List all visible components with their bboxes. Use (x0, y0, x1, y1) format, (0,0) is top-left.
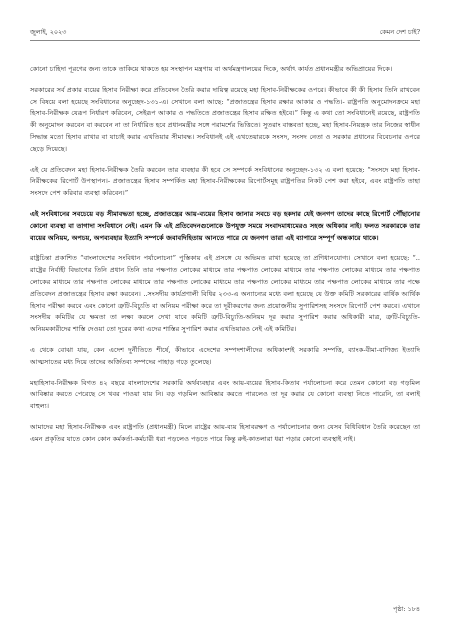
paragraph: আমাদের মহা হিসাব-নিরীক্ষক এবং রাষ্ট্রপতি (প্রধানমন্ত্রী) মিলে রাষ্ট্রের আয়-ব্যয় হিসাবরক্ষণ ও পর্যালোচনার জন্য যেসব বিধিবিধান তৈরি করেছেন তা এমন প্রকৃতির যাতে কোন কোন কর্মকর্তা-কর্মচারী ধরা পড়লেও পড়তে পারে কিন্তু রুই-কাতলারা ধরা পড়ার কোনো ব্যবস্থাই নাই। (30, 422, 420, 443)
header-date: জুলাই, ২০২৩ (30, 28, 67, 36)
paragraph: মহাহিসাব-নিরীক্ষক বিগত ৪২ বছরে বাংলাদেশের সরকারি অর্থব্যবহার এবং আয়-ব্যয়ের হিসাব-কিতাব পর্যালোচনা করে তেমন কোনো বড় গড়মিল আবিষ্কার করতে পেরেছে সে খবর পাওয়া যায় নি। বড় গড়মিল আবিষ্কার করতে পারলেও তা দূর করার যে কোনো ব্যবস্থা নিতে পারেনি, তা বলাই বাহুল্য। (30, 378, 420, 411)
header-divider (30, 40, 420, 41)
paragraph: এই যে প্রতিবেদন মহা হিসাব-নিরীক্ষক তৈরি করবেন তার ব্যবহার কী হবে সে সম্পর্কে সংবিধানের অনুচ্ছেদ-১৩২ এ বলা হয়েছে: “সংসদে মহা হিসাব-নিরীক্ষকের রিপোর্ট উপস্থাপন।- প্রজাতন্ত্রের হিসাব সম্পর্কিত মহা হিসাব-নিরীক্ষকের রিপোর্টসমূহ রাষ্ট্রপতির নিকট পেশ করা হইবে, এবং রাষ্ট্রপতি তাহা সংসদে পেশ করিবার ব্যবস্থা করিবেন।” (30, 165, 420, 198)
page-number: পৃষ্ঠা: ১৮৪ (393, 605, 420, 613)
paragraph: কোনো চাহিদা পূরণের জন্য তাকে তাকিয়ে থাকতে হয় সংস্থাপন মন্ত্রণায় বা অর্থমন্ত্রণালয়ের দিকে, অর্থাৎ কার্যত প্রধানমন্ত্রীর অভিপ্রায়ের দিকে। (30, 65, 393, 73)
highlighted-paragraph: এই সংবিধানের সবচেয়ে বড় সীমাবদ্ধতা হচ্ছে, প্রজাতন্ত্রের আয়-ব্যয়ের হিসাব জানার সবচে বড় হকদার যেই জনগণ তাদের কাছে রিপোর্ট পৌঁছানোর কোনো ব্যবস্থা বা তাগাদা সংবিধানে নেই। এমন কি এই প্রতিবেদনগুলোকে উপযুক্ত সময়ে সংবাদমাধ্যমেরও সহজ অধিকার নাই। ফলত সরকারকে তার ব্যয়ের অনিয়ম, অপচয়, অপব্যবহার ইত্যাদি সম্পর্কে জবাবদিহিতায় আনতে পারে যে জনগণ তারা এই ব্যাপারে সম্পূর্ণ অন্ধকারে থাকে। (30, 209, 420, 242)
page-header (30, 27, 420, 39)
paragraph: সরকারের সর্ব প্রকার ব্যয়ের হিসাব নিরীক্ষা করে প্রতিবেদন তৈরি করার দায়িত্ব রয়েছে মহা হিসাব-নিরীক্ষকের ওপরে। কীভাবে কী কী হিসাব তিনি রাখবেন সে বিষয়ে বলা হয়েছে সংবিধানের অনুচ্ছেদ-১৩১-এ। সেখানে বলা আছে: “প্রজাতন্ত্রের হিসাব রক্ষার আকার ও পদ্ধতি।- রাষ্ট্রপতি অনুমোদনক্রমে মহা হিসাব-নিরীক্ষক যেরূপ নির্ধারণ করিবেন, সেইরূপ আকার ও পদ্ধতিতে প্রজাতন্ত্রের হিসাব রক্ষিত হইবে।” কিন্তু এ কথা তো সংবিধানেই রয়েছে, রাষ্ট্রপতি কী অনুমোদন করবেন বা করবেন না তা নির্ধারিত হবে প্রধানমন্ত্রীর সঙ্গে পরামর্শের ভিত্তিতে। সুতরাং বাস্তবতা হচ্ছে, মহা হিসাব-নিয়ন্ত্রক তার নিজের স্বাধীন সিদ্ধান্ত মতো হিসাব রাখার বা যাচাই করার এখতিয়ার সীমাবদ্ধ। সংবিধানই এই এখতেয়ারকে সংসদ, সংসদ নেতা ও সরকার প্রধানের বিবেচনার ওপরে ছেড়ে দিয়েছে। (30, 85, 420, 153)
paragraph: এ থেকে বোঝা যায়, কেন এদেশ দুর্নীতিতে শীর্ষে, কীভাবে এদেশের সম্পদশালীদের অধিকাংশই সরকারি সম্পত্তি, ব্যাংক-বীমা-বাণিজ্য ইত্যাদি আত্মসাতের মধ্য দিয়ে তাদের অর্জিতব্য সম্পদের পাহাড় গড়ে তুলেছে। (30, 345, 420, 366)
header-title: কেমন দেশ চাই? (379, 28, 420, 36)
paragraph: রাষ্ট্রচিন্তা প্রকাশিত “বাংলাদেশের সংবিধান পর্যালোচনা” পুস্তিকায় এই প্রসঙ্গে যে অভিমত রাখা হয়েছে তা প্রণিধানযোগ্য। সেখানে বলা হয়েছে: “.. রাষ্ট্রের নির্বাহী বিভাগের তিনি প্রধান তিনি তার পক্ষপাত লোকের মাধ্যমে তার পক্ষপাত লোকের মাধ্যমে তার পক্ষপাত লোকের মাধ্যমে তার পক্ষপাত লোকের মাধ্যমে তার পক্ষপাত লোকের মাধ্যমে তার পক্ষপাত লোকের মাধ্যমে তার পক্ষপাত লোকের মাধ্যমে তার পক্ষপাত লোকের মাধ্যমে তার পক্ষে প্রতিবেদন প্রজাতন্ত্রের হিসাব রক্ষা করবেন। ..সংসদীয় কার্যপ্রণালী বিধির ২৩৩-এ অন্যান্যের মধ্যে বলা হয়েছে যে উক্ত কমিটি সরকারের বার্ষিক আর্থিক হিসাব পরীক্ষা করবে এবং কোনো ত্রুটি-বিচ্যুতি বা অনিয়ম পরীক্ষা করে তা দূরীকরণের জন্য প্রয়োজনীয় সুপারিশসহ সংসদে রিপোর্ট পেশ করবে। এখানে সংসদীয় কমিটির যে ক্ষমতা তা লক্ষ্য করলে দেখা যাবে কমিটি ত্রুটি-বিচ্যুতি-অনিয়ম দূর করার সুপারিশ করার অধিকারী মাত্র, ত্রুটি-বিচ্যুতি-অনিয়মকারীদের শাস্তি দেওয়া তো দূরের কথা এদের শাস্তির সুপারিশ করার এখতিয়ারও নেই এই কমিটির। (30, 254, 420, 334)
article-body (30, 64, 420, 455)
